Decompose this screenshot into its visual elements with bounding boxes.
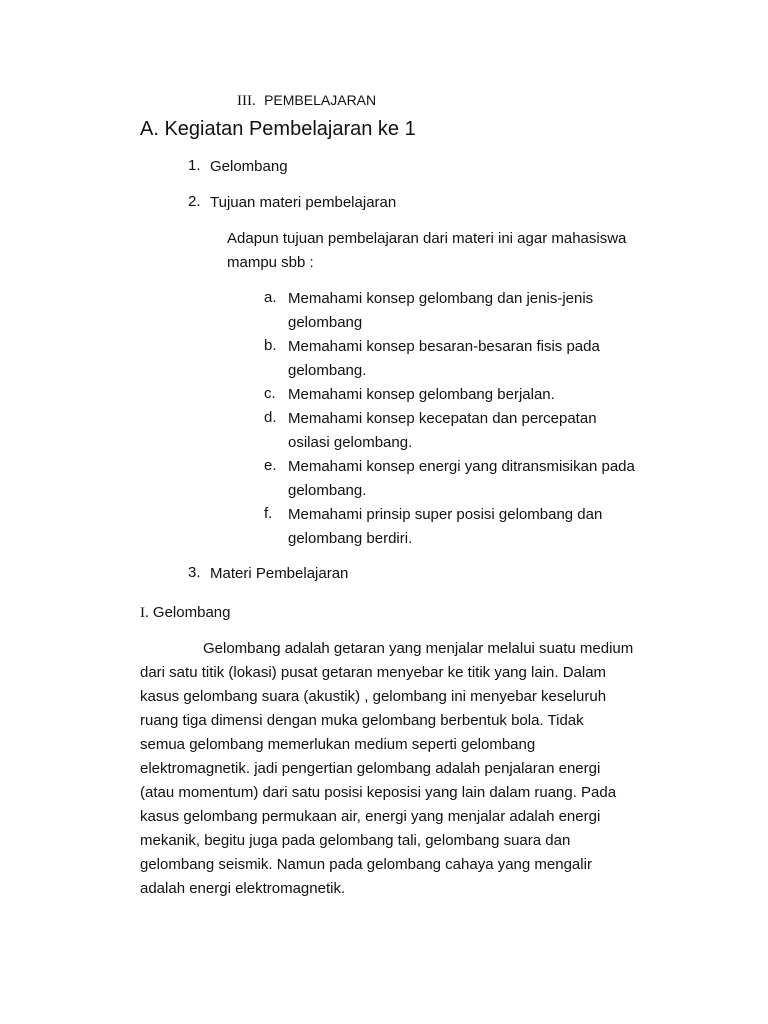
paragraph-line: dari satu titik (lokasi) pusat getaran menyebar ke titik yang lain. Dalam (140, 664, 607, 681)
paragraph-line: semua gelombang memerlukan medium seperti gelombang (140, 736, 536, 753)
objective-line-2: gelombang. (288, 482, 367, 499)
item-2-text: Tujuan materi pembelajaran (210, 194, 397, 211)
objective-line-1: Memahami konsep besaran-besaran fisis pada (288, 338, 600, 355)
objective-line-1: Memahami konsep gelombang dan jenis-jenis (288, 290, 594, 307)
paragraph-line: gelombang seismik. Namun pada gelombang cahaya yang mengalir (140, 856, 592, 873)
paragraph-line: Gelombang adalah getaran yang menjalar melalui suatu medium (203, 640, 634, 657)
subsection-numeral: I. (140, 605, 149, 621)
objective-letter: e. (264, 457, 277, 474)
objective-line-1: Memahami konsep energi yang ditransmisikan pada (288, 458, 635, 475)
chapter-heading (237, 90, 376, 111)
objective-line-1: Memahami konsep kecepatan dan percepatan (288, 410, 597, 427)
objective-line-2: osilasi gelombang. (288, 434, 413, 451)
subsection-title: Gelombang (152, 604, 231, 621)
paragraph-line: mekanik, begitu juga pada gelombang tali, gelombang suara dan (140, 832, 571, 849)
objective-line-2: gelombang berdiri. (288, 530, 413, 547)
objective-line-2: gelombang. (288, 362, 367, 379)
paragraph-line: (atau momentum) dari satu posisi keposisi yang lain dalam ruang. Pada (140, 784, 617, 801)
section-a-heading: A. Kegiatan Pembelajaran ke 1 (140, 118, 416, 140)
chapter-title: PEMBELAJARAN (264, 92, 377, 108)
objective-letter: c. (264, 385, 276, 402)
item-1-number: 1. (188, 157, 201, 174)
intro-line-2: mampu sbb : (227, 254, 314, 271)
item-2-number: 2. (188, 193, 201, 210)
item-3-number: 3. (188, 564, 201, 581)
paragraph-line: ruang tiga dimensi dengan muka gelombang berbentuk bola. Tidak (140, 712, 584, 729)
item-3-text: Materi Pembelajaran (210, 565, 349, 582)
objective-letter: b. (264, 337, 277, 354)
paragraph-line: kasus gelombang permukaan air, energi yang menjalar adalah energi (140, 808, 601, 825)
objective-line-1: Memahami prinsip super posisi gelombang dan (288, 506, 603, 523)
subsection-heading (140, 603, 230, 623)
chapter-numeral: III. (237, 93, 256, 109)
paragraph-line: adalah energi elektromagnetik. (140, 880, 346, 897)
objective-line-2: gelombang (288, 314, 363, 331)
paragraph-line: elektromagnetik. jadi pengertian gelombang adalah penjalaran energi (140, 760, 601, 777)
intro-line-1: Adapun tujuan pembelajaran dari materi ini agar mahasiswa (227, 230, 627, 247)
item-1-text: Gelombang (210, 158, 288, 175)
paragraph-line: kasus gelombang suara (akustik) , gelombang ini menyebar keseluruh (140, 688, 607, 705)
objective-letter: d. (264, 409, 277, 426)
objective-line-1: Memahami konsep gelombang berjalan. (288, 386, 555, 403)
objective-letter: f. (264, 505, 273, 522)
objective-letter: a. (264, 289, 277, 306)
